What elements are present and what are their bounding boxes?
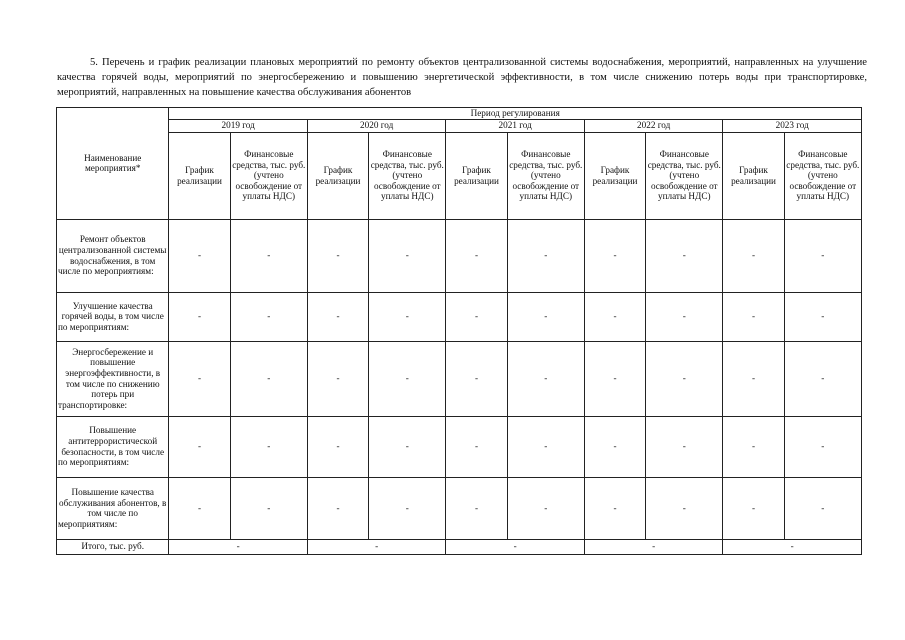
- cell-value: -: [784, 219, 861, 292]
- schedule-subheader: График реализации: [169, 132, 230, 219]
- schedule-subheader: График реализации: [307, 132, 368, 219]
- cell-value: -: [507, 416, 584, 477]
- cell-value: -: [169, 292, 230, 341]
- cell-value: -: [369, 292, 446, 341]
- total-value-2019: -: [169, 539, 308, 554]
- cell-value: -: [307, 477, 368, 539]
- total-value-2022: -: [584, 539, 723, 554]
- total-label: Итого, тыс. руб.: [57, 539, 169, 554]
- cell-value: -: [369, 416, 446, 477]
- cell-value: -: [307, 416, 368, 477]
- cell-value: -: [784, 341, 861, 416]
- cell-value: -: [230, 416, 307, 477]
- cell-value: -: [584, 341, 645, 416]
- year-header-2019: 2019 год: [169, 119, 308, 132]
- year-header-2022: 2022 год: [584, 119, 723, 132]
- finance-subheader: Финансовые средства, тыс. руб. (учтено освобождение от уплаты НДС): [784, 132, 861, 219]
- schedule-subheader: График реализации: [584, 132, 645, 219]
- cell-value: -: [369, 341, 446, 416]
- cell-value: -: [584, 292, 645, 341]
- period-header: Период регулирования: [169, 108, 862, 120]
- section-heading: 5. Перечень и график реализации плановых мероприятий по ремонту объектов централизованной системы водоснабжения, мероприятий, направленных на улучшение качества горячей воды, мероприятий по энергосбережению и повышению энергетической эффективности, в том числе снижению потерь воды при транспортировке, мероприятий, направленных на повышение качества обслуживания абонентов: [57, 56, 867, 98]
- cell-value: -: [369, 219, 446, 292]
- cell-value: -: [507, 341, 584, 416]
- cell-value: -: [723, 477, 784, 539]
- row-name: Улучшение качества горячей воды, в том числе по мероприятиям:: [57, 292, 169, 341]
- table-row: [57, 341, 862, 416]
- year-header-2023: 2023 год: [723, 119, 862, 132]
- plan-table: [56, 107, 862, 555]
- table-row: [57, 219, 862, 292]
- cell-value: -: [646, 477, 723, 539]
- cell-value: -: [507, 477, 584, 539]
- cell-value: -: [584, 219, 645, 292]
- schedule-subheader: График реализации: [723, 132, 784, 219]
- name-column-header: Наименование мероприятия*: [57, 108, 169, 220]
- row-name: Ремонт объектов централизованной системы водоснабжения, в том числе по мероприятиям:: [57, 219, 169, 292]
- cell-value: -: [169, 477, 230, 539]
- cell-value: -: [169, 219, 230, 292]
- cell-value: -: [646, 292, 723, 341]
- cell-value: -: [784, 416, 861, 477]
- total-value-2023: -: [723, 539, 862, 554]
- cell-value: -: [646, 341, 723, 416]
- year-header-2021: 2021 год: [446, 119, 585, 132]
- row-name: Повышение антитеррористической безопасности, в том числе по мероприятиям:: [57, 416, 169, 477]
- row-name: Энергосбережение и повышение энергоэффективности, в том числе по снижению потерь при транспортировке:: [57, 341, 169, 416]
- cell-value: -: [307, 292, 368, 341]
- cell-value: -: [369, 477, 446, 539]
- cell-value: -: [446, 219, 507, 292]
- cell-value: -: [307, 341, 368, 416]
- total-value-2020: -: [307, 539, 446, 554]
- cell-value: -: [784, 477, 861, 539]
- cell-value: -: [446, 292, 507, 341]
- cell-value: -: [584, 416, 645, 477]
- cell-value: -: [646, 416, 723, 477]
- cell-value: -: [230, 341, 307, 416]
- cell-value: -: [584, 477, 645, 539]
- cell-value: -: [230, 477, 307, 539]
- cell-value: -: [169, 341, 230, 416]
- finance-subheader: Финансовые средства, тыс. руб. (учтено освобождение от уплаты НДС): [369, 132, 446, 219]
- schedule-subheader: График реализации: [446, 132, 507, 219]
- cell-value: -: [784, 292, 861, 341]
- row-name: Повышение качества обслуживания абонентов, в том числе по мероприятиям:: [57, 477, 169, 539]
- cell-value: -: [169, 416, 230, 477]
- cell-value: -: [446, 477, 507, 539]
- cell-value: -: [723, 219, 784, 292]
- cell-value: -: [723, 416, 784, 477]
- cell-value: -: [230, 219, 307, 292]
- finance-subheader: Финансовые средства, тыс. руб. (учтено освобождение от уплаты НДС): [646, 132, 723, 219]
- total-value-2021: -: [446, 539, 585, 554]
- total-row: [57, 539, 862, 554]
- year-header-2020: 2020 год: [307, 119, 446, 132]
- table-row: [57, 416, 862, 477]
- cell-value: -: [230, 292, 307, 341]
- finance-subheader: Финансовые средства, тыс. руб. (учтено освобождение от уплаты НДС): [230, 132, 307, 219]
- cell-value: -: [307, 219, 368, 292]
- cell-value: -: [507, 292, 584, 341]
- table-row: [57, 292, 862, 341]
- cell-value: -: [723, 341, 784, 416]
- cell-value: -: [446, 341, 507, 416]
- cell-value: -: [723, 292, 784, 341]
- finance-subheader: Финансовые средства, тыс. руб. (учтено освобождение от уплаты НДС): [507, 132, 584, 219]
- cell-value: -: [446, 416, 507, 477]
- cell-value: -: [507, 219, 584, 292]
- table-row: [57, 477, 862, 539]
- cell-value: -: [646, 219, 723, 292]
